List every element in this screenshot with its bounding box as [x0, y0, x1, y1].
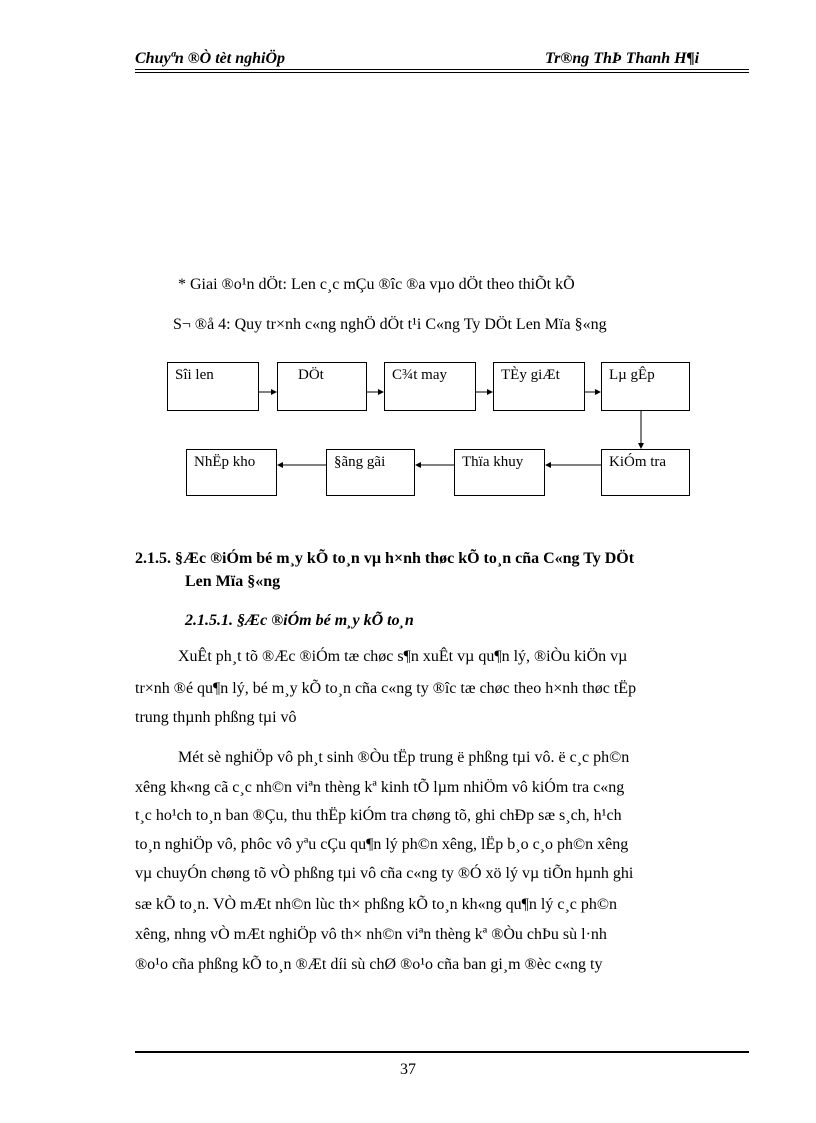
intro-line-1: * Giai ®o¹n dÖt: Len c¸c mÇu ®îc ®a vµo dÖt theo thiÕt kÕ — [178, 276, 575, 293]
paragraph2-line: Mét sè nghiÖp vô ph¸t sinh ®Òu tËp trung ë phßng tµi vô. ë c¸c ph©n — [178, 749, 630, 766]
paragraph1-line: XuÊt ph¸t tõ ®Æc ®iÓm tæ chøc s¶n xuÊt vµ qu¶n lý, ®iÒu kiÖn vµ — [178, 648, 628, 665]
paragraph2-line: sæ kÕ to¸n. VÒ mÆt nh©n lùc th× phßng kÕ to¸n kh«ng qu¶n lý c¸c ph©n — [135, 896, 618, 913]
header-right-author: Tr®ng ThÞ Thanh H¶i — [545, 50, 700, 67]
paragraph2-line: xêng kh«ng cã c¸c nh©n viªn thèng kª kinh tÕ lµm nhiÖm vô kiÓm tra c«ng — [135, 779, 625, 796]
footer-rule — [135, 1051, 749, 1053]
flow-box-cat-may: C¾t may — [384, 362, 476, 411]
paragraph2-line: t¸c ho¹ch to¸n ban ®Çu, thu thËp kiÓm tra chøng tõ, ghi chÐp sæ s¸ch, h¹ch — [135, 807, 622, 824]
flow-box-thua-khuy: Thïa khuy — [454, 449, 545, 496]
subsection-heading: 2.1.5.1. §Æc ®iÓm bé m¸y kÕ to¸n — [185, 612, 414, 629]
flow-box-dong-goi: §ãng gãi — [326, 449, 415, 496]
header-rule — [135, 69, 749, 70]
section-heading-line1: 2.1.5. §Æc ®iÓm bé m¸y kÕ to¸n vµ h×nh thøc kÕ to¸n cña C«ng Ty DÖt — [135, 550, 635, 567]
paragraph1-line: trung thµnh phßng tµi vô — [135, 709, 297, 726]
paragraph2-line: ®o¹o cña phßng kÕ to¸n ®Æt díi sù chØ ®o¹o cña ban gi¸m ®èc c«ng ty — [135, 956, 603, 973]
flow-box-la-gap: Lµ gÊp — [601, 362, 690, 411]
flow-box-det: DÖt — [277, 362, 367, 411]
header-left-title: Chuyªn ®Ò tèt nghiÖp — [135, 50, 286, 67]
flow-box-nhap-kho: NhËp kho — [186, 449, 277, 496]
paragraph2-line: vµ chuyÓn chøng tõ vÒ phßng tµi vô cña c«ng ty ®Ó xö lý vµ tiÕn hµnh ghi — [135, 865, 634, 882]
flow-box-soi-len: Sîi len — [167, 362, 259, 411]
paragraph2-line: to¸n nghiÖp vô, phôc vô yªu cÇu qu¶n lý ph©n xêng, lËp b¸o c¸o ph©n xêng — [135, 836, 629, 853]
paragraph2-line: xêng, nhng vÒ mÆt nghiÖp vô th× nh©n viªn thèng kª ®Òu chÞu sù l·nh — [135, 926, 607, 943]
header-rule-secondary — [135, 72, 749, 73]
paragraph1-line: tr×nh ®é qu¶n lý, bé m¸y kÕ to¸n cña c«ng ty ®îc tæ chøc theo h×nh thøc tËp — [135, 680, 637, 697]
flow-box-tay-giat: TÈy giÆt — [493, 362, 585, 411]
page-number: 37 — [400, 1061, 416, 1078]
diagram-caption: S¬ ®å 4: Quy tr×nh c«ng nghÖ dÖt t¹i C«ng Ty DÖt Len Mïa §«ng — [173, 316, 607, 333]
section-heading-line2: Len Mïa §«ng — [185, 573, 281, 590]
flow-box-kiem-tra: KiÓm tra — [601, 449, 690, 496]
